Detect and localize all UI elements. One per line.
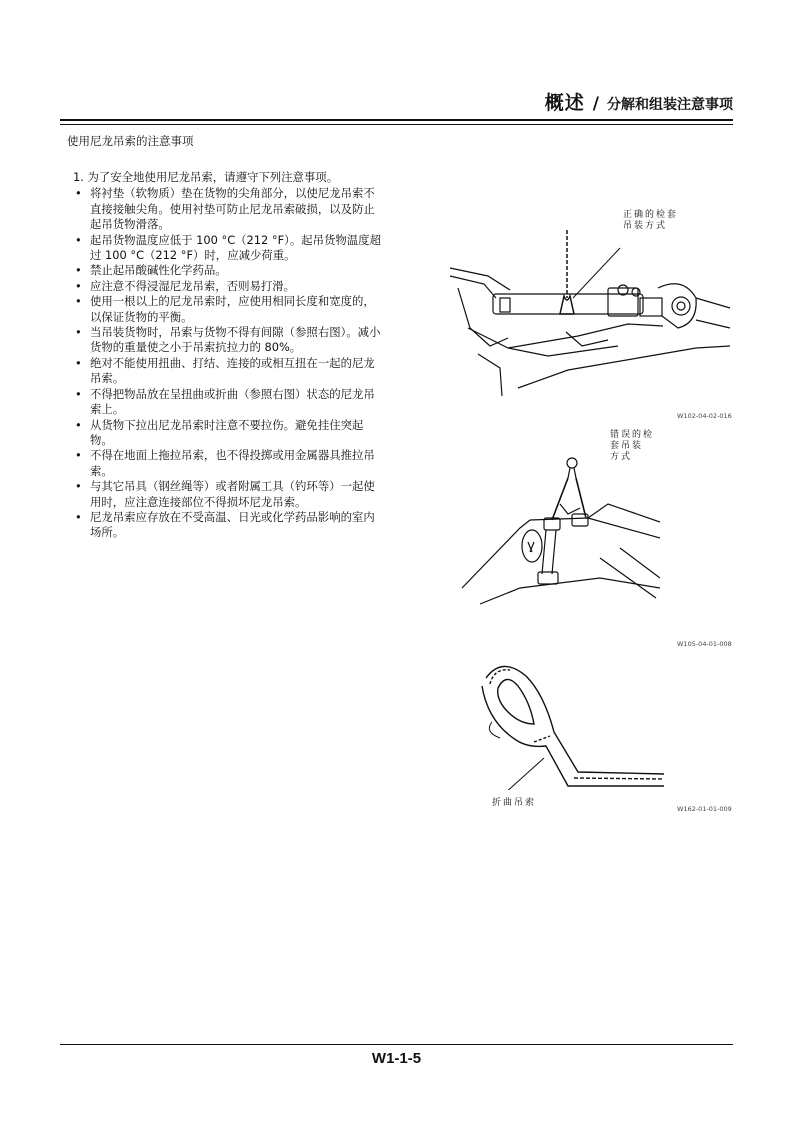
header-rule-thick bbox=[60, 119, 733, 121]
list-item: • 尼龙吊索应存放在不受高温、日光或化学药品影响的室内场所。 bbox=[73, 510, 385, 541]
list-item: • 从货物下拉出尼龙吊索时注意不要拉伤。避免挂住突起物。 bbox=[73, 418, 385, 449]
list-item: • 使用一根以上的尼龙吊索时，应使用相同长度和宽度的，以保证货物的平衡。 bbox=[73, 294, 385, 325]
list-item: • 与其它吊具（钢丝绳等）或者附属工具（钓环等）一起使用时，应注意连接部位不得损坏尼龙吊索。 bbox=[73, 479, 385, 510]
list-item: • 禁止起吊酸碱性化学药品。 bbox=[73, 263, 385, 278]
list-item: • 不得把物品放在呈扭曲或折曲（参照右图）状态的尼龙吊索上。 bbox=[73, 387, 385, 418]
precautions-text bbox=[73, 170, 385, 541]
header-rule-thin bbox=[60, 124, 733, 125]
figure-id: W162-01-01-009 bbox=[677, 805, 732, 813]
figure-correct-choke-hitch bbox=[448, 210, 733, 400]
list-item: • 起吊货物温度应低于 100 °C（212 °F）。起吊货物温度超过 100 °C（212 °F）时，应减少荷重。 bbox=[73, 233, 385, 264]
list-item: • 当吊装货物时，吊索与货物不得有间隙（参照右图）。减小货物的重量使之小于吊索抗拉力的 80%。 bbox=[73, 325, 385, 356]
cylinder-lifting-illustration bbox=[448, 228, 733, 400]
list-item: • 应注意不得浸湿尼龙吊索，否则易打滑。 bbox=[73, 279, 385, 294]
bucket-lifting-illustration bbox=[460, 448, 660, 618]
intro-paragraph: 1. 为了安全地使用尼龙吊索，请遵守下列注意事项。 bbox=[73, 170, 339, 184]
footer-rule bbox=[60, 1044, 733, 1045]
list-item: • 不得在地面上拖拉吊索，也不得投掷或用金属器具推拉吊索。 bbox=[73, 448, 385, 479]
page-number: W1-1-5 bbox=[371, 1050, 422, 1067]
bent-sling-illustration bbox=[474, 662, 666, 790]
page-header bbox=[545, 88, 733, 116]
figure-id: W102-04-02-016 bbox=[677, 412, 732, 420]
section-title: 使用尼龙吊索的注意事项 bbox=[67, 134, 194, 148]
figure-caption-correct: 正确的检套 吊装方式 bbox=[623, 210, 679, 231]
figure-bent-sling bbox=[474, 662, 666, 808]
list-item: • 将衬垫（软物质）垫在货物的尖角部分，以使尼龙吊索不直接接触尖角。使用衬垫可防止尼龙吊索破损，以及防止起吊货物滑落。 bbox=[73, 186, 385, 232]
figure-id: W105-04-01-008 bbox=[677, 640, 732, 648]
figure-caption-bent: 折曲吊索 bbox=[492, 798, 537, 808]
figure-incorrect-choke-hitch bbox=[460, 430, 660, 618]
header-title: 概述 bbox=[544, 92, 585, 114]
list-item: • 绝对不能使用扭曲、打结、连接的或相互扭在一起的尼龙吊索。 bbox=[73, 356, 385, 387]
header-separator: / bbox=[592, 94, 599, 114]
header-subtitle: 分解和组装注意事项 bbox=[607, 97, 733, 113]
figure-caption-incorrect: 错误的检套吊装 方式 bbox=[610, 430, 655, 462]
precautions-list bbox=[73, 186, 385, 540]
